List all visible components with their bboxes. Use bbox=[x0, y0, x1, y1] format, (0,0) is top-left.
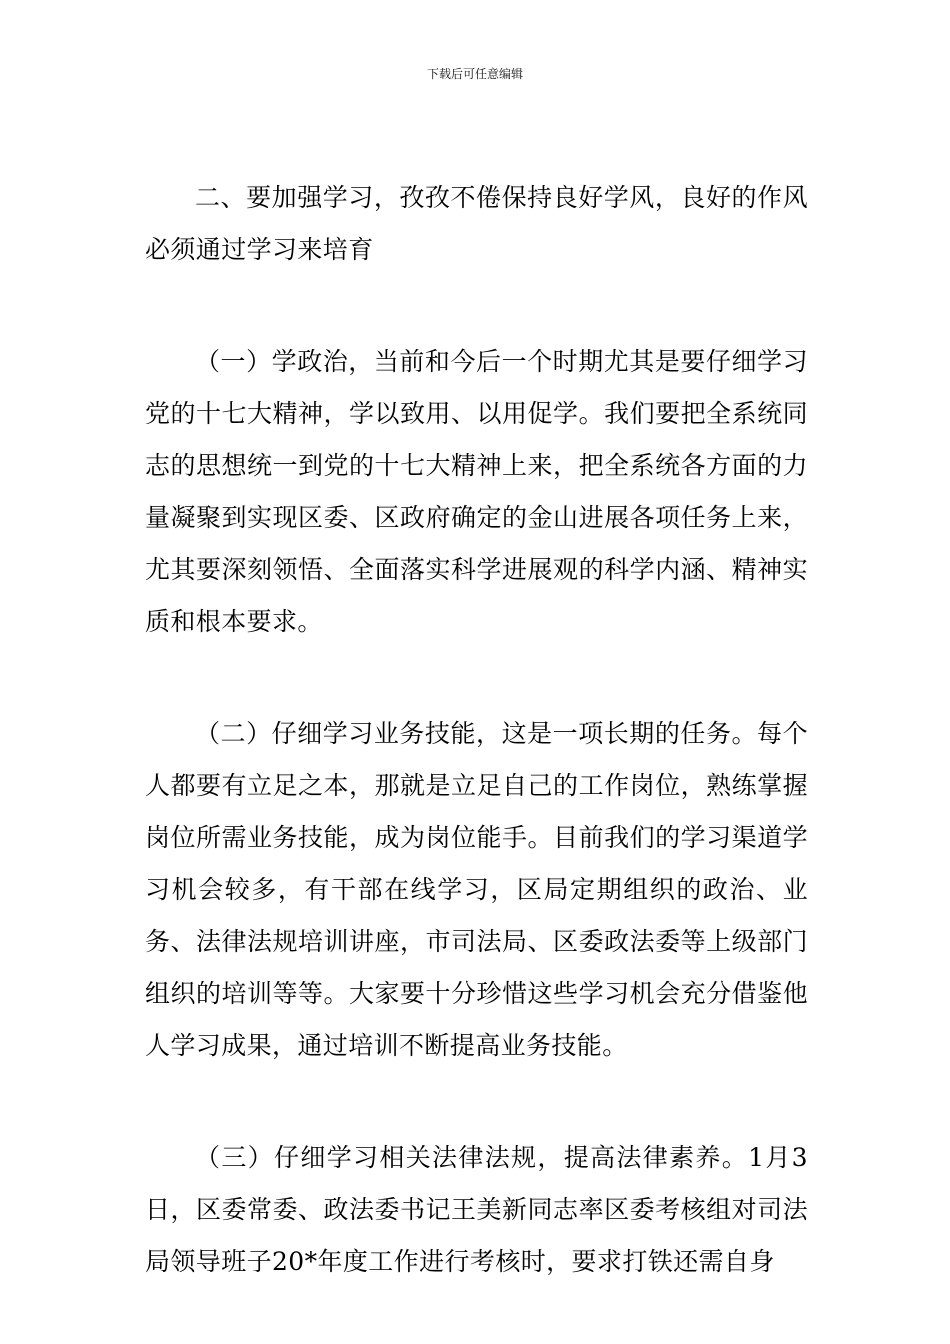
header-note: 下载后可任意编辑 bbox=[426, 67, 523, 81]
paragraph-laws-regulations: （三）仔细学习相关法律法规，提高法律素养。1月3日，区委常委、政法委书记王美新同志率区委考核组对司法局领导班子20*年度工作进行考核时，要求打铁还需自身 bbox=[145, 1143, 808, 1276]
section-heading-paragraph: 二、要加强学习，孜孜不倦保持良好学风，良好的作风必须通过学习来培育 bbox=[145, 183, 808, 264]
document-body bbox=[145, 172, 808, 1288]
paragraph-business-skills: （二）仔细学习业务技能，这是一项长期的任务。每个人都要有立足之本，那就是立足自己的工作岗位，熟练掌握岗位所需业务技能，成为岗位能手。目前我们的学习渠道学习机会较多，有干部在线学习，区局定期组织的政治、业务、法律法规培训讲座，市司法局、区委政法委等上级部门组织的培训等等。大家要十分珍惜这些学习机会充分借鉴他人学习成果，通过培训不断提高业务技能。 bbox=[145, 719, 808, 1060]
paragraph-politics: （一）学政治，当前和今后一个时期尤其是要仔细学习党的十七大精神，学以致用、以用促学。我们要把全系统同志的思想统一到党的十七大精神上来，把全系统各方面的力量凝聚到实现区委、区政府确定的金山进展各项任务上来，尤其要深刻领悟、全面落实科学进展观的科学内涵、精神实质和根本要求。 bbox=[145, 347, 808, 636]
